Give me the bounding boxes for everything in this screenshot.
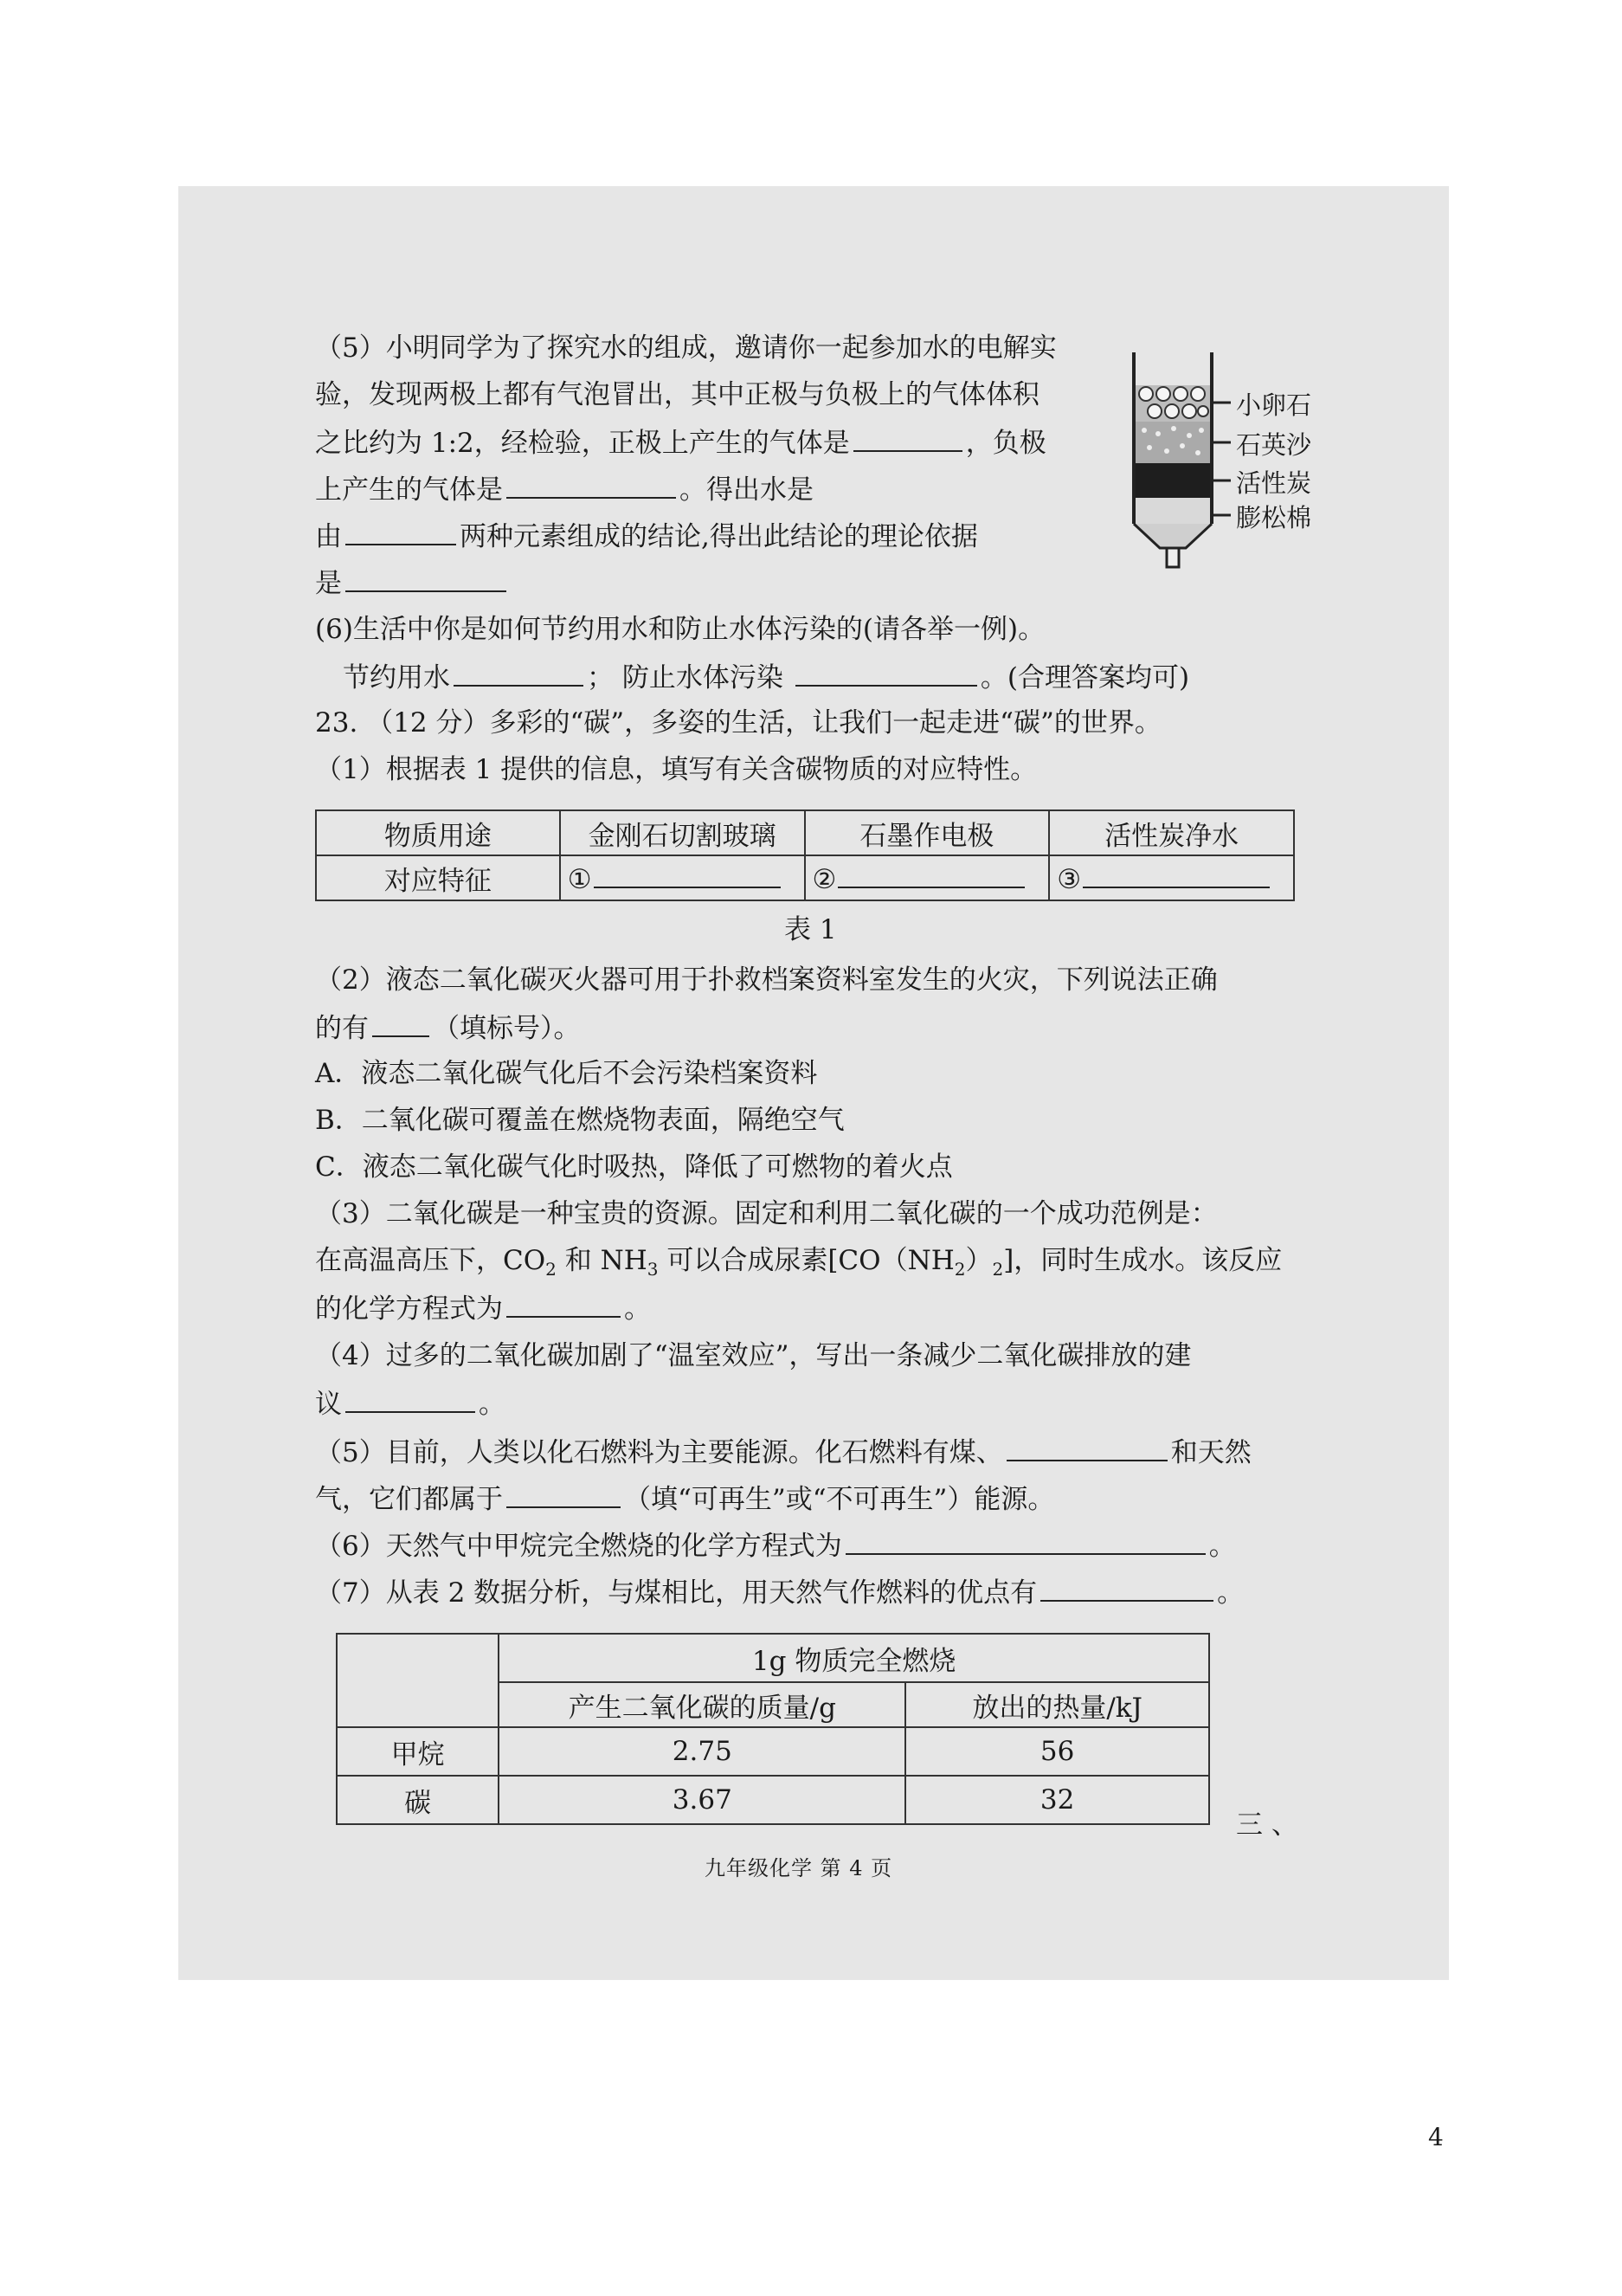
q23-part7: （7）从表 2 数据分析，与煤相比，用天然气作燃料的优点有 。 [315,1574,1244,1610]
filter-label-cotton: 膨松棉 [1236,503,1312,532]
section-marker: 三 、 [1236,1809,1298,1841]
answer-blank[interactable] [795,659,977,687]
table-row [337,1776,1209,1824]
q5-line2: 验，发现两极上都有气泡冒出，其中正极与负极上的气体体积 [315,379,1039,410]
table2-cell: 2.75 [499,1727,905,1776]
q23-part2-line2: 的有 （填标号）。 [315,1009,581,1046]
table-2 [336,1633,1210,1825]
option-a: A．液态二氧化碳气化后不会污染档案资料 [315,1058,818,1089]
table1-row-label: 对应特征 [316,855,560,900]
q5-line6: 是 [315,564,510,601]
table1-answer-cell[interactable]: ① [560,855,805,900]
answer-blank[interactable] [345,518,456,545]
q6-line2: 节约用水 ； 防止水体污染 。(合理答案均可) [343,659,1189,695]
q23-part4-line1: （4）过多的二氧化碳加剧了“温室效应”，写出一条减少二氧化碳排放的建 [315,1340,1192,1371]
table1-header-cell: 物质用途 [316,810,560,855]
table1-header-cell: 活性炭净水 [1049,810,1294,855]
q23-part5-line2: 气，它们都属于 （填“可再生”或“不可再生”）能源。 [315,1480,1054,1517]
q5-line5: 由 两种元素组成的结论,得出此结论的理论依据 [315,518,978,554]
q23-part3-line3: 的化学方程式为 。 [315,1290,651,1326]
table2-header-top: 1g 物质完全燃烧 [499,1634,1209,1682]
q23-part3-line1: （3）二氧化碳是一种宝贵的资源。固定和利用二氧化碳的一个成功范例是： [315,1198,1218,1229]
q23-title: 23. （12 分）多彩的“碳”，多姿的生活，让我们一起走进“碳”的世界。 [315,707,1162,738]
table1-answer-cell[interactable]: ② [805,855,1050,900]
q5-line1: （5）小明同学为了探究水的组成，邀请你一起参加水的电解实 [315,332,1057,364]
filter-label-pebble: 小卵石 [1236,390,1312,420]
page-number: 4 [1428,2123,1444,2151]
answer-blank[interactable] [372,1009,429,1037]
answer-blank[interactable] [345,564,506,592]
answer-blank[interactable] [506,1480,621,1508]
answer-blank[interactable] [846,1527,1206,1555]
table1-caption: 表 1 [784,914,837,945]
table1-header-cell: 石墨作电极 [805,810,1050,855]
answer-blank[interactable] [345,1385,475,1413]
q23-part3-line2: 在高温高压下，$CO_2$ 和 $NH_3$ 可以合成尿素$[CO(NH_2)_2]$，同时生成水。该反应 [315,1245,1283,1280]
option-c: C．液态二氧化碳气化时吸热，降低了可燃物的着火点 [315,1151,953,1183]
q23-part5-line1: （5）目前，人类以化石燃料为主要能源。化石燃料有煤、 和天然 [315,1434,1252,1470]
table2-cell: 32 [905,1776,1209,1824]
table1-answer-cell[interactable]: ③ [1049,855,1294,900]
answer-blank[interactable] [1007,1434,1168,1461]
q5-line3: 之比约为 1:2，经检验，正极上产生的气体是 ，负极 [315,424,1046,461]
water-filter-figure [1125,351,1342,576]
answer-blank[interactable] [853,424,962,452]
table-row [337,1727,1209,1776]
answer-blank[interactable] [1040,1574,1213,1602]
answer-blank[interactable] [506,471,676,499]
table2-cell: 碳 [337,1776,499,1824]
table1-header-cell: 金刚石切割玻璃 [560,810,805,855]
option-b: B．二氧化碳可覆盖在燃烧物表面，隔绝空气 [315,1105,845,1136]
table-1 [315,809,1295,901]
table2-header-heat: 放出的热量/kJ [905,1682,1209,1727]
filter-label-activated-carbon: 活性炭 [1236,468,1312,498]
table2-header-co2: 产生二氧化碳的质量/g [499,1682,905,1727]
q23-part1: （1）根据表 1 提供的信息，填写有关含碳物质的对应特性。 [315,754,1038,785]
answer-blank[interactable] [454,659,583,687]
q5-line4: 上产生的气体是 。得出水是 [315,471,814,507]
q23-part4-line2: 议 。 [315,1385,505,1422]
page-footer: 九年级化学 第 4 页 [705,1856,893,1880]
table2-corner-cell [337,1634,499,1727]
q6-line1: (6)生活中你是如何节约用水和防止水体污染的(请各举一例)。 [315,614,1046,645]
filter-label-quartz-sand: 石英沙 [1236,430,1312,460]
q23-part6: （6）天然气中甲烷完全燃烧的化学方程式为 。 [315,1527,1236,1564]
table2-cell: 56 [905,1727,1209,1776]
q23-part2-line1: （2）液态二氧化碳灭火器可用于扑救档案资料室发生的火灾，下列说法正确 [315,964,1218,996]
answer-blank[interactable] [506,1290,621,1318]
table2-cell: 3.67 [499,1776,905,1824]
table2-cell: 甲烷 [337,1727,499,1776]
